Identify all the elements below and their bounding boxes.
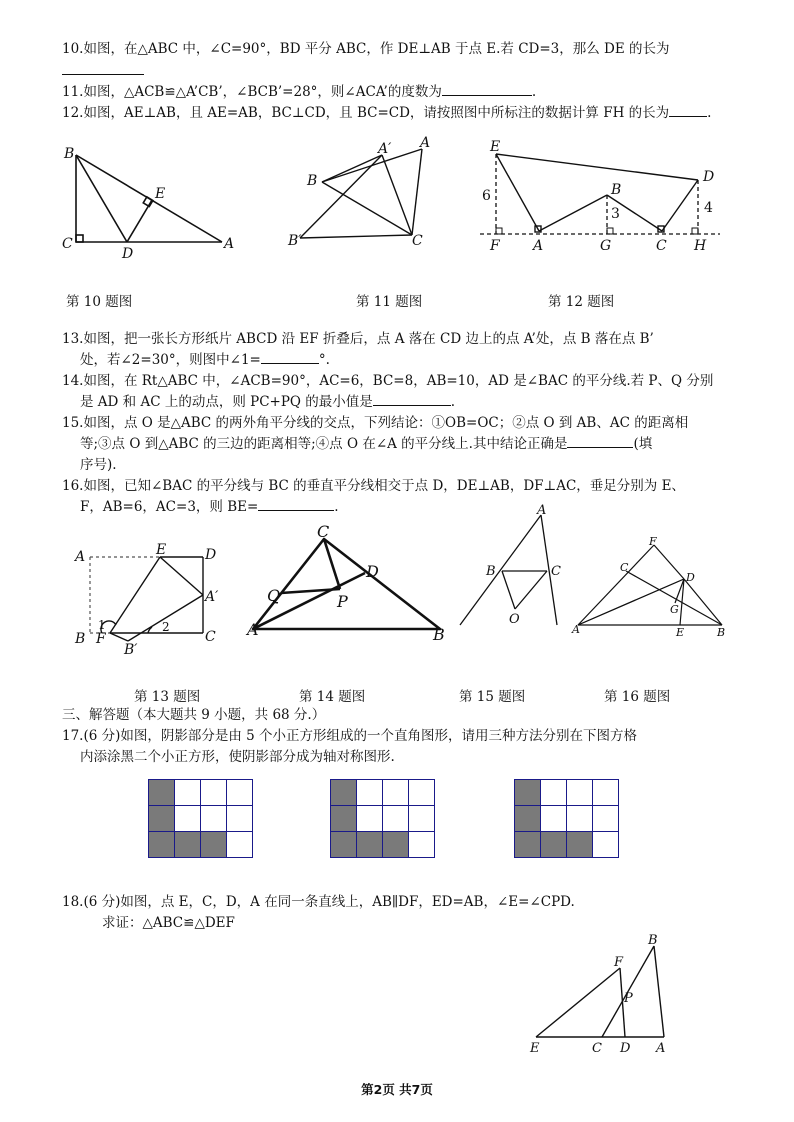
svg-text:B: B [64, 146, 75, 162]
svg-text:H: H [694, 238, 707, 254]
svg-text:P: P [624, 991, 633, 1006]
svg-text:B: B [611, 182, 622, 198]
svg-text:P: P [337, 592, 348, 611]
figure-16 [570, 535, 740, 645]
grid-cell[interactable] [593, 806, 619, 832]
grid-cell[interactable] [383, 780, 409, 806]
question-12: 12.如图，AE⊥AB，且 AE=AB，BC⊥CD，且 BC=CD，请按照图中所标注的数据计算 FH 的长为 . [62, 105, 712, 121]
svg-text:A: A [656, 1041, 666, 1056]
question-18-proof-statement: 求证：△ABC≌△DEF [102, 915, 235, 931]
svg-text:C: C [317, 522, 330, 541]
svg-text:B: B [486, 564, 496, 579]
svg-text:A′: A′ [378, 141, 392, 157]
svg-text:C: C [592, 1041, 602, 1056]
svg-text:F: F [96, 631, 106, 647]
grid-cell[interactable] [227, 806, 253, 832]
caption-figure-11: 第 11 题图 [356, 294, 423, 310]
svg-text:D: D [122, 246, 134, 262]
grid-cell[interactable] [409, 780, 435, 806]
answer-blank[interactable] [567, 435, 633, 448]
grid-cell[interactable] [541, 780, 567, 806]
answer-blank[interactable] [261, 351, 319, 364]
svg-text:B′: B′ [124, 642, 138, 658]
grid-cell-shaded[interactable] [149, 780, 175, 806]
grid-cell[interactable] [593, 780, 619, 806]
svg-text:E: E [530, 1041, 540, 1056]
svg-text:C: C [656, 238, 667, 254]
svg-text:E: E [676, 626, 685, 639]
caption-figure-15: 第 15 题图 [459, 689, 526, 705]
question-10: 10.如图，在△ABC 中，∠C=90°，BD 平分 ABC，作 DE⊥AB 于点 E.若 CD=3，那么 DE 的长为 [62, 41, 670, 57]
caption-figure-10: 第 10 题图 [66, 294, 133, 310]
question-17: 17.(6 分)如图，阴影部分是由 5 个小正方形组成的一个直角图形，请用三种方法分别在下图方格 [62, 728, 638, 744]
grid-cell[interactable] [541, 806, 567, 832]
svg-text:D: D [686, 571, 695, 584]
grid-cell[interactable] [201, 780, 227, 806]
svg-text:A: A [420, 135, 431, 151]
svg-text:B: B [307, 173, 318, 189]
svg-text:B: B [75, 631, 86, 647]
svg-text:D: D [366, 562, 379, 581]
figure-12 [480, 138, 720, 258]
grid-cell-shaded[interactable] [567, 832, 593, 858]
svg-text:6: 6 [482, 188, 491, 204]
svg-text:D: D [205, 547, 217, 563]
grid-cell-shaded[interactable] [515, 806, 541, 832]
shading-grid-1[interactable] [148, 779, 253, 858]
caption-figure-13: 第 13 题图 [134, 689, 201, 705]
svg-text:B′: B′ [288, 233, 302, 249]
caption-figure-14: 第 14 题图 [299, 689, 366, 705]
svg-text:D: D [703, 169, 715, 185]
question-13: 13.如图，把一张长方形纸片 ABCD 沿 EF 折叠后，点 A 落在 CD 边上的点 A’处，点 B 落在点 B’ [62, 331, 654, 347]
figure-13 [72, 542, 232, 658]
grid-cell-shaded[interactable] [331, 832, 357, 858]
shading-grid-3[interactable] [514, 779, 619, 858]
svg-text:C: C [551, 564, 561, 579]
question-14: 14.如图，在 Rt△ABC 中，∠ACB=90°，AC=6，BC=8，AB=10，AD 是∠BAC 的平分线.若 P、Q 分别 [62, 373, 714, 389]
grid-cell-shaded[interactable] [149, 832, 175, 858]
grid-cell-shaded[interactable] [149, 806, 175, 832]
svg-text:E: E [156, 542, 167, 558]
svg-text:A: A [572, 623, 580, 636]
figure-18 [530, 930, 680, 1060]
question-11: 11.如图，△ACB≌△A’CB’，∠BCB’=28°，则∠ACA’的度数为 . [62, 84, 537, 100]
grid-cell-shaded[interactable] [201, 832, 227, 858]
svg-text:Q: Q [267, 586, 281, 605]
svg-text:C: C [412, 233, 423, 249]
svg-text:A: A [224, 236, 235, 252]
grid-cell-shaded[interactable] [515, 780, 541, 806]
svg-text:A′: A′ [205, 589, 219, 605]
grid-cell[interactable] [567, 780, 593, 806]
question-18: 18.(6 分)如图，点 E，C，D，A 在同一条直线上，AB∥DF，ED=AB，∠E=∠CPD. [62, 894, 575, 910]
grid-cell-shaded[interactable] [331, 780, 357, 806]
grid-cell[interactable] [383, 806, 409, 832]
svg-text:B: B [717, 626, 726, 639]
grid-cell-shaded[interactable] [331, 806, 357, 832]
svg-text:C: C [205, 629, 216, 645]
svg-text:F: F [649, 535, 657, 548]
grid-cell[interactable] [175, 780, 201, 806]
svg-text:O: O [509, 612, 520, 627]
grid-cell[interactable] [175, 806, 201, 832]
svg-text:1: 1 [98, 618, 106, 632]
grid-cell[interactable] [357, 780, 383, 806]
svg-text:B: B [433, 625, 445, 644]
shading-grid-2[interactable] [330, 779, 435, 858]
grid-cell[interactable] [409, 832, 435, 858]
svg-text:C: C [620, 561, 629, 574]
figure-10 [60, 140, 240, 260]
caption-figure-16: 第 16 题图 [604, 689, 671, 705]
question-10-answer-blank[interactable] [62, 62, 144, 80]
answer-blank[interactable] [669, 104, 707, 117]
svg-text:C: C [62, 236, 73, 252]
svg-text:2: 2 [162, 620, 170, 634]
svg-text:E: E [155, 186, 166, 202]
svg-text:F: F [490, 238, 500, 254]
question-15: 15.如图，点 O 是△ABC 的两外角平分线的交点，下列结论：①OB=OC；②点 O 到 AB、AC 的距离相 [62, 415, 689, 431]
svg-text:A: A [75, 549, 86, 565]
svg-text:A: A [533, 238, 544, 254]
grid-cell[interactable] [227, 780, 253, 806]
svg-text:3: 3 [611, 206, 620, 222]
answer-blank[interactable] [373, 393, 451, 406]
svg-text:G: G [670, 603, 679, 616]
grid-cell[interactable] [357, 806, 383, 832]
grid-cell-shaded[interactable] [541, 832, 567, 858]
svg-text:D: D [620, 1041, 631, 1056]
grid-cell-shaded[interactable] [383, 832, 409, 858]
grid-cell-shaded[interactable] [357, 832, 383, 858]
caption-figure-12: 第 12 题图 [548, 294, 615, 310]
svg-text:A: A [537, 503, 547, 518]
grid-cell[interactable] [409, 806, 435, 832]
section-3-heading: 三、解答题（本大题共 9 小题，共 68 分.） [62, 707, 326, 723]
grid-cell-shaded[interactable] [515, 832, 541, 858]
figure-14 [245, 522, 455, 644]
grid-cell[interactable] [567, 806, 593, 832]
grid-cell-shaded[interactable] [175, 832, 201, 858]
grid-cell[interactable] [593, 832, 619, 858]
grid-cell[interactable] [201, 806, 227, 832]
svg-text:A: A [247, 620, 259, 639]
svg-text:B: B [648, 933, 658, 948]
grid-cell[interactable] [227, 832, 253, 858]
svg-text:G: G [600, 238, 612, 254]
answer-blank[interactable] [442, 83, 532, 96]
figure-11 [288, 135, 440, 255]
svg-text:4: 4 [704, 200, 713, 216]
answer-blank[interactable] [258, 498, 334, 511]
question-16: 16.如图，已知∠BAC 的平分线与 BC 的垂直平分线相交于点 D，DE⊥AB，DF⊥AC，垂足分别为 E、 [62, 478, 685, 494]
page-footer: 第2页 共7页 [361, 1082, 433, 1097]
svg-text:E: E [490, 139, 501, 155]
svg-text:F: F [614, 955, 624, 970]
figure-15 [455, 505, 575, 630]
